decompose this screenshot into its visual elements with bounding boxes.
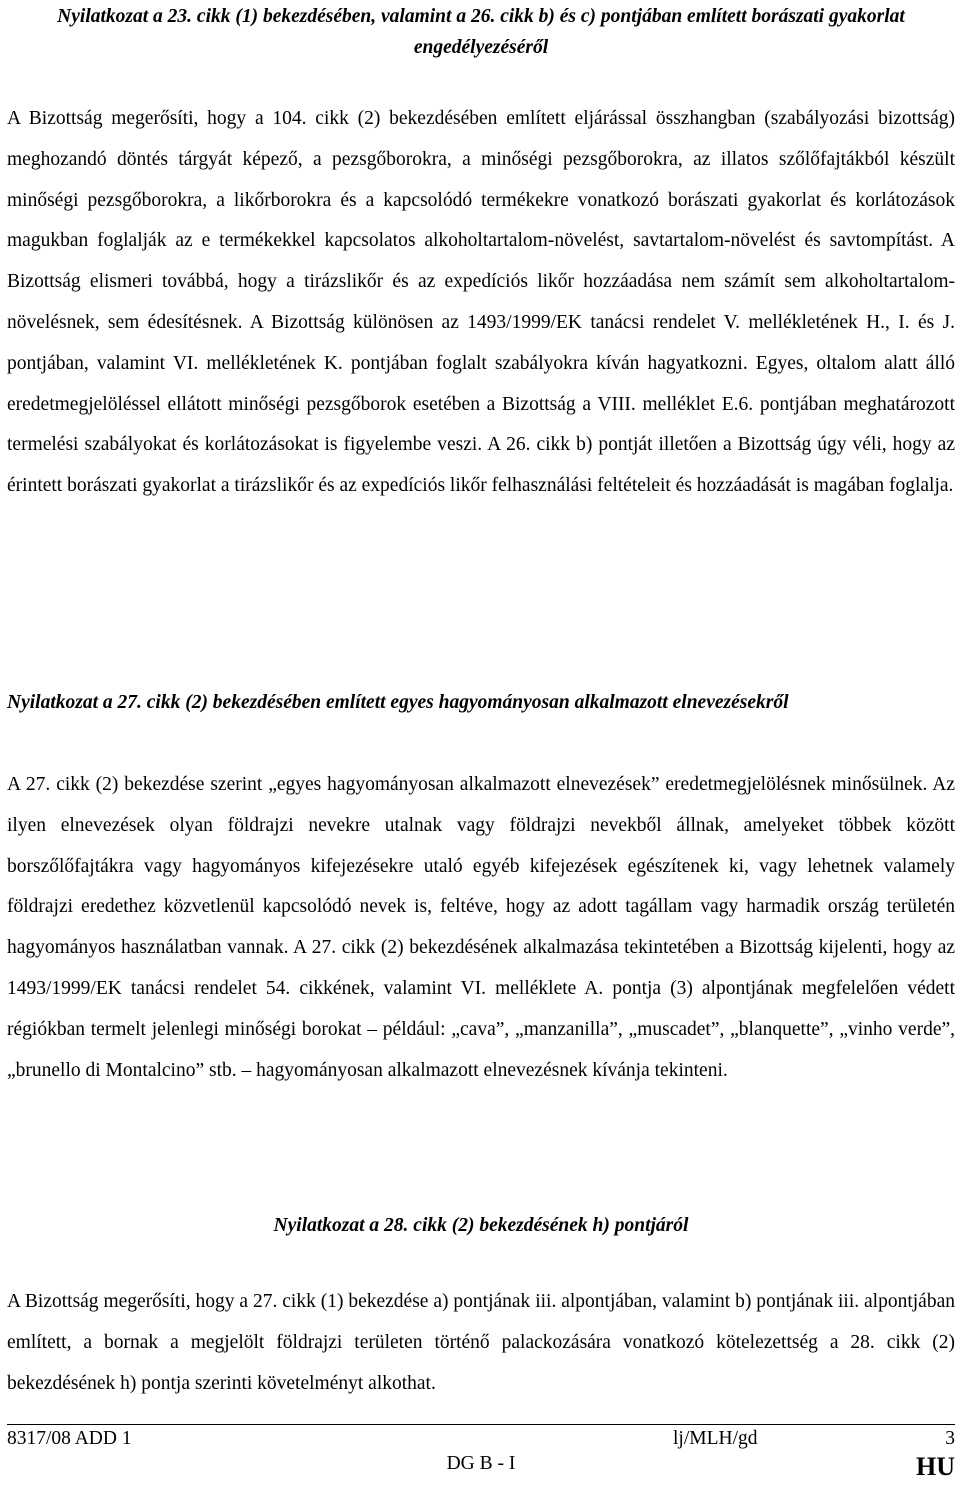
footer-page-number: 3 [945, 1428, 955, 1449]
section-1-heading: Nyilatkozat a 23. cikk (1) bekezdésében, valamint a 26. cikk b) és c) pontjában említett borászati gyakorlat engedélyezéséről [57, 6, 905, 58]
footer-doc-ref: 8317/08 ADD 1 [7, 1428, 132, 1449]
footer-directorate: DG B - I [446, 1453, 516, 1474]
section-3-heading: Nyilatkozat a 28. cikk (2) bekezdésének h) pontjáról [273, 1215, 689, 1236]
footer-divider [7, 1424, 955, 1425]
section-2-heading: Nyilatkozat a 27. cikk (2) bekezdésében említett egyes hagyományosan alkalmazott elnevezésekről [7, 692, 789, 713]
section-3-body: A Bizottság megerősíti, hogy a 27. cikk (1) bekezdése a) pontjának iii. alpontjában, valamint b) pontjának iii. alpontjában említett, a bornak a megjelölt földrajzi területen történő palackozására vonatkozó kötelezettség a 28. cikk (2) bekezdésének h) pontja szerinti követelményt alkothat. [7, 1291, 955, 1394]
section-1-body: A Bizottság megerősíti, hogy a 104. cikk (2) bekezdésében említett eljárással összhangban (szabályozási bizottság) meghozandó döntés tárgyát képező, a pezsgőborokra, a minőségi pezsgőborokra, az illatos szőlőfajtákból készült minőségi pezsgőborokra, a likőrborokra és a kapcsolódó termékekre vonatkozó borászati gyakorlat és korlátozások magukban foglalják az e termékekkel kapcsolatos alkoholtartalom-növelést, savtartalom-növelést és savtompítást. A Bizottság elismeri továbbá, hogy a tirázslikőr és az expedíciós likőr hozzáadása nem számít sem alkoholtartalom-növelésnek, sem édesítésnek. A Bizottság különösen az 1493/1999/EK tanácsi rendelet V. mellékletének H., I. és J. pontjában, valamint VI. mellékletének K. pontjában foglalt szabályokra kíván hagyatkozni. Egyes, oltalom alatt álló eredetmegjelöléssel ellátott minőségi pezsgőborok esetében a Bizottság a VIII. melléklet E.6. pontjában meghatározott termelési szabályokat és korlátozásokat is figyelembe veszi. A 26. cikk b) pontját illetően a Bizottság úgy véli, hogy az érintett borászati gyakorlat a tirázslikőr és az expedíciós likőr felhasználási feltételeit és hozzáadását is magában foglalja. [7, 108, 955, 497]
page-footer [7, 1426, 955, 1486]
section-2-body: A 27. cikk (2) bekezdése szerint „egyes hagyományosan alkalmazott elnevezések” eredetmegjelölésnek minősülnek. Az ilyen elnevezések olyan földrajzi nevekre utalnak vagy földrajzi nevekből állnak, amelyeket többek között borszőlőfajtákra vagy hagyományos kifejezésekre utaló egyéb kifejezések egészítenek ki, vagy lehetnek valamely földrajzi eredethez közvetlenül kapcsolódó nevek is, feltéve, hogy az adott tagállam vagy harmadik ország területén hagyományos használatban vannak. A 27. cikk (2) bekezdésének alkalmazása tekintetében a Bizottság kijelenti, hogy az 1493/1999/EK tanácsi rendelet 54. cikkének, valamint VI. melléklete A. pontja (3) alpontjának megfelelően védett régiókban termelt jelenlegi minőségi borokat – például: „cava”, „manzanilla”, „muscadet”, „blanquette”, „vinho verde”, „brunello di Montalcino” stb. – hagyományosan alkalmazott elnevezésnek kívánja tekinteni. [7, 774, 955, 1081]
footer-initials: lj/MLH/gd [673, 1428, 758, 1449]
footer-language-code: HU [916, 1452, 955, 1481]
